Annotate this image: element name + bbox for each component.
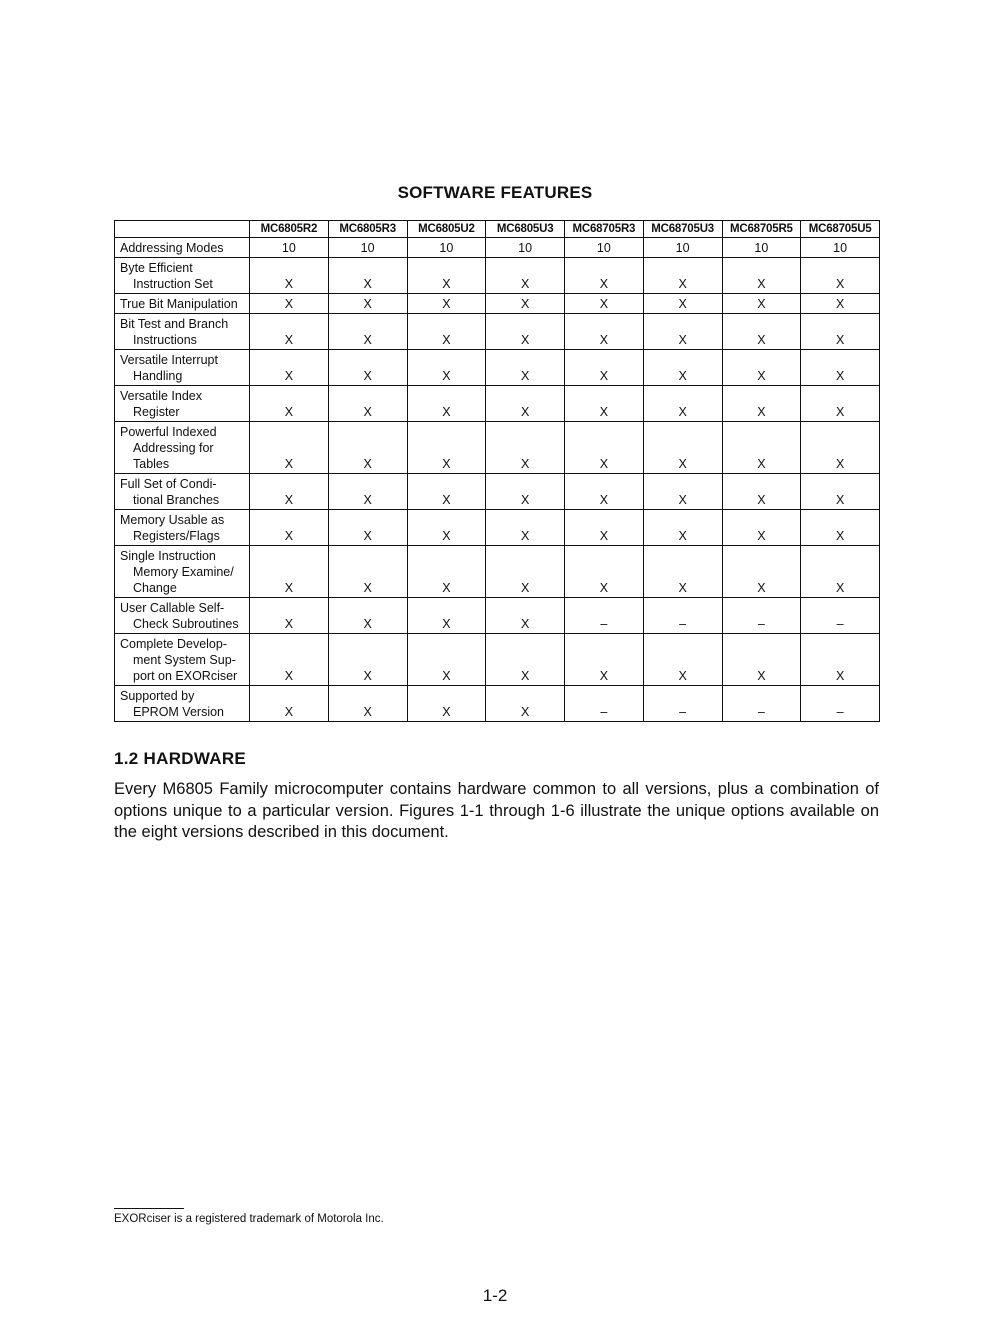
feature-value-cell: X <box>801 258 880 294</box>
feature-label <box>115 314 250 350</box>
feature-value-cell: X <box>407 686 486 722</box>
feature-value-cell: X <box>328 294 407 314</box>
feature-value-cell: X <box>643 386 722 422</box>
feature-value-cell: X <box>486 314 565 350</box>
feature-value-cell: X <box>486 386 565 422</box>
feature-value-cell: X <box>250 386 329 422</box>
feature-value-cell: X <box>643 546 722 598</box>
feature-label-line: Instruction Set <box>133 277 213 291</box>
table-header-row <box>115 221 880 238</box>
feature-value-cell: X <box>722 546 801 598</box>
page-number: 1-2 <box>482 1286 508 1305</box>
feature-value-cell: X <box>801 422 880 474</box>
feature-value-cell: X <box>407 546 486 598</box>
feature-value-cell: X <box>250 294 329 314</box>
feature-value-cell: X <box>486 258 565 294</box>
feature-value-cell: X <box>565 634 644 686</box>
feature-value-cell: X <box>801 314 880 350</box>
section-heading: 1.2 HARDWARE <box>114 749 247 768</box>
table-row <box>115 386 880 422</box>
feature-value-cell: 10 <box>801 238 880 258</box>
feature-value-cell: X <box>328 422 407 474</box>
feature-value-cell: – <box>801 686 880 722</box>
table-row <box>115 546 880 598</box>
feature-value-cell: X <box>486 546 565 598</box>
feature-value-cell: X <box>486 294 565 314</box>
table-row <box>115 686 880 722</box>
feature-label-line: Single Instruction <box>120 549 216 563</box>
feature-value-cell: 10 <box>486 238 565 258</box>
feature-value-cell: X <box>250 510 329 546</box>
body-paragraph: Every M6805 Family microcomputer contains hardware common to all versions, plus a combination of options unique to a particular version. Figures 1-1 through 1-6 illustrate the unique options available on the eight versions described in this document. <box>114 780 879 841</box>
feature-label-line: Tables <box>133 457 170 471</box>
feature-value-cell: X <box>407 422 486 474</box>
feature-value-cell: X <box>643 258 722 294</box>
feature-value-cell: X <box>328 258 407 294</box>
feature-value-cell: – <box>565 598 644 634</box>
feature-value-cell: X <box>722 474 801 510</box>
feature-value-cell: X <box>328 686 407 722</box>
feature-value-cell: X <box>407 314 486 350</box>
feature-value-cell: X <box>250 422 329 474</box>
feature-value-cell: X <box>565 314 644 350</box>
feature-label-line: Full Set of Condi- <box>120 477 217 491</box>
feature-value-cell: X <box>250 686 329 722</box>
table-row <box>115 258 880 294</box>
feature-value-cell: X <box>250 474 329 510</box>
feature-value-cell: X <box>486 422 565 474</box>
feature-value-cell: – <box>643 598 722 634</box>
feature-label-line: Versatile Interrupt <box>120 353 218 367</box>
feature-value-cell: X <box>328 350 407 386</box>
feature-label-line: ment System Sup- <box>133 653 236 667</box>
feature-value-cell: X <box>643 634 722 686</box>
feature-label-line: Registers/Flags <box>133 529 220 543</box>
feature-value-cell: 10 <box>643 238 722 258</box>
feature-value-cell: – <box>801 598 880 634</box>
table-header-corner <box>115 221 250 238</box>
feature-value-cell: X <box>722 386 801 422</box>
feature-value-cell: 10 <box>722 238 801 258</box>
feature-value-cell: X <box>643 294 722 314</box>
feature-value-cell: – <box>643 686 722 722</box>
column-header: MC6805U2 <box>407 221 486 238</box>
feature-value-cell: X <box>801 386 880 422</box>
feature-value-cell: X <box>565 546 644 598</box>
table-row <box>115 474 880 510</box>
feature-label-line: Instructions <box>133 333 197 347</box>
feature-label <box>115 474 250 510</box>
feature-label-line: Addressing Modes <box>120 241 224 255</box>
feature-value-cell: X <box>328 510 407 546</box>
feature-value-cell: X <box>643 422 722 474</box>
feature-value-cell: 10 <box>328 238 407 258</box>
feature-label-line: tional Branches <box>133 493 220 507</box>
feature-value-cell: X <box>407 350 486 386</box>
feature-value-cell: X <box>486 510 565 546</box>
feature-label-line: port on EXORciser <box>133 669 238 683</box>
feature-value-cell: X <box>328 474 407 510</box>
page-title: SOFTWARE FEATURES <box>397 183 593 202</box>
feature-value-cell: X <box>722 634 801 686</box>
feature-label-line: EPROM Version <box>133 705 225 719</box>
table-row <box>115 422 880 474</box>
column-header: MC68705R3 <box>565 221 644 238</box>
table-row <box>115 598 880 634</box>
feature-label-line: Supported by <box>120 689 195 703</box>
feature-value-cell: X <box>328 546 407 598</box>
feature-value-cell: X <box>407 474 486 510</box>
footnote: EXORciser is a registered trademark of Motorola Inc. <box>114 1213 384 1225</box>
feature-label <box>115 634 250 686</box>
feature-value-cell: X <box>801 294 880 314</box>
feature-label-line: Check Subroutines <box>133 617 239 631</box>
feature-value-cell: X <box>250 314 329 350</box>
feature-value-cell: X <box>565 386 644 422</box>
feature-value-cell: X <box>407 598 486 634</box>
feature-value-cell: X <box>565 258 644 294</box>
feature-value-cell: X <box>328 314 407 350</box>
feature-value-cell: X <box>250 598 329 634</box>
feature-value-cell: X <box>250 350 329 386</box>
table-row <box>115 294 880 314</box>
feature-value-cell: X <box>643 314 722 350</box>
feature-value-cell: X <box>407 386 486 422</box>
column-header: MC68705U3 <box>643 221 722 238</box>
feature-label <box>115 510 250 546</box>
feature-value-cell: X <box>722 314 801 350</box>
feature-value-cell: X <box>407 634 486 686</box>
feature-value-cell: – <box>722 686 801 722</box>
feature-label-line: User Callable Self- <box>120 601 225 615</box>
feature-value-cell: X <box>407 294 486 314</box>
feature-label <box>115 546 250 598</box>
feature-value-cell: X <box>722 510 801 546</box>
feature-label <box>115 350 250 386</box>
feature-value-cell: X <box>722 294 801 314</box>
feature-value-cell: X <box>486 686 565 722</box>
column-header: MC6805R2 <box>250 221 329 238</box>
feature-label <box>115 238 250 258</box>
feature-value-cell: X <box>801 474 880 510</box>
feature-label-line: Change <box>133 581 177 595</box>
feature-label-line: Bit Test and Branch <box>120 317 229 331</box>
feature-label <box>115 258 250 294</box>
feature-value-cell: 10 <box>250 238 329 258</box>
feature-value-cell: X <box>801 510 880 546</box>
table-row <box>115 634 880 686</box>
feature-value-cell: X <box>565 294 644 314</box>
feature-value-cell: X <box>486 634 565 686</box>
feature-label-line: Handling <box>133 369 183 383</box>
table-row <box>115 314 880 350</box>
feature-label <box>115 598 250 634</box>
column-header: MC6805R3 <box>328 221 407 238</box>
feature-label-line: Byte Efficient <box>120 261 193 275</box>
software-features-table <box>114 220 880 722</box>
feature-value-cell: X <box>643 474 722 510</box>
feature-label-line: Memory Usable as <box>120 513 225 527</box>
feature-value-cell: – <box>565 686 644 722</box>
feature-label-line: Memory Examine/ <box>133 565 234 579</box>
feature-label-line: Versatile Index <box>120 389 202 403</box>
feature-value-cell: 10 <box>407 238 486 258</box>
feature-value-cell: X <box>801 634 880 686</box>
feature-value-cell: X <box>486 350 565 386</box>
feature-label-line: Complete Develop- <box>120 637 227 651</box>
table-row <box>115 238 880 258</box>
feature-value-cell: X <box>722 258 801 294</box>
feature-value-cell: X <box>486 474 565 510</box>
feature-label-line: Powerful Indexed <box>120 425 217 439</box>
column-header: MC6805U3 <box>486 221 565 238</box>
feature-value-cell: X <box>407 258 486 294</box>
feature-value-cell: X <box>801 546 880 598</box>
feature-value-cell: X <box>250 258 329 294</box>
feature-label-line: True Bit Manipulation <box>120 297 238 311</box>
feature-value-cell: X <box>643 510 722 546</box>
feature-value-cell: X <box>565 350 644 386</box>
feature-value-cell: X <box>250 634 329 686</box>
feature-value-cell: X <box>722 422 801 474</box>
table-row <box>115 350 880 386</box>
column-header: MC68705R5 <box>722 221 801 238</box>
feature-label-line: Addressing for <box>133 441 214 455</box>
feature-value-cell: X <box>722 350 801 386</box>
feature-value-cell: X <box>328 634 407 686</box>
feature-value-cell: X <box>643 350 722 386</box>
feature-value-cell: X <box>407 510 486 546</box>
feature-value-cell: X <box>250 546 329 598</box>
table-row <box>115 510 880 546</box>
footnote-divider <box>114 1208 184 1209</box>
feature-label <box>115 422 250 474</box>
column-header: MC68705U5 <box>801 221 880 238</box>
feature-label <box>115 294 250 314</box>
feature-value-cell: – <box>722 598 801 634</box>
feature-label <box>115 386 250 422</box>
feature-value-cell: 10 <box>565 238 644 258</box>
feature-label <box>115 686 250 722</box>
feature-value-cell: X <box>565 422 644 474</box>
feature-value-cell: X <box>565 510 644 546</box>
feature-value-cell: X <box>801 350 880 386</box>
feature-value-cell: X <box>328 386 407 422</box>
feature-label-line: Register <box>133 405 180 419</box>
feature-value-cell: X <box>565 474 644 510</box>
feature-value-cell: X <box>486 598 565 634</box>
feature-value-cell: X <box>328 598 407 634</box>
